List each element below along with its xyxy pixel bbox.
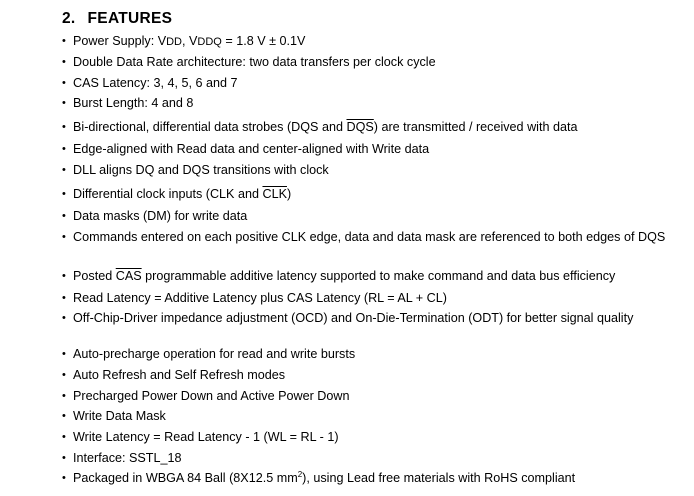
feature-item-data-masks bbox=[62, 209, 666, 224]
bullet-icon: • bbox=[62, 312, 66, 324]
bullet-icon: • bbox=[62, 452, 66, 464]
feature-item-write-data-mask bbox=[62, 409, 666, 424]
feature-text: Precharged Power Down and Active Power Down bbox=[73, 389, 350, 403]
feature-text bbox=[73, 471, 575, 485]
feature-text: Auto Refresh and Self Refresh modes bbox=[73, 368, 286, 382]
feature-item-interface bbox=[62, 451, 666, 466]
feature-item-edge-aligned bbox=[62, 142, 666, 157]
bullet-icon: • bbox=[62, 56, 66, 68]
feature-item-posted-cas bbox=[62, 269, 666, 284]
feature-text-part: Power Supply: V bbox=[73, 34, 167, 48]
feature-text-part: ) bbox=[286, 187, 292, 201]
vdd-subscript: DD bbox=[166, 36, 182, 48]
bullet-icon: • bbox=[62, 77, 66, 89]
feature-text: Commands entered on each positive CLK edge, data and data mask are referenced to both edges of DQS bbox=[73, 230, 666, 244]
feature-text: DLL aligns DQ and DQS transitions with clock bbox=[73, 163, 329, 177]
feature-item-ocd-odt bbox=[62, 311, 666, 326]
bullet-icon: • bbox=[62, 472, 66, 484]
feature-item-dll bbox=[62, 163, 666, 178]
feature-text bbox=[73, 120, 577, 134]
feature-text-part: ) are transmitted / received with data bbox=[373, 120, 578, 134]
feature-text-part: Bi-directional, differential data strobes (DQS and bbox=[73, 120, 347, 134]
feature-text: Write Data Mask bbox=[73, 409, 166, 423]
feature-item-read-latency bbox=[62, 291, 666, 306]
bullet-icon: • bbox=[62, 270, 66, 282]
feature-item-diff-clock bbox=[62, 187, 666, 202]
feature-text: Double Data Rate architecture: two data transfers per clock cycle bbox=[73, 55, 436, 69]
bullet-icon: • bbox=[62, 121, 66, 133]
feature-text: Interface: SSTL_18 bbox=[73, 451, 182, 465]
bullet-icon: • bbox=[62, 35, 66, 47]
feature-text-part: Posted bbox=[73, 269, 116, 283]
bullet-icon: • bbox=[62, 231, 66, 243]
bullet-icon: • bbox=[62, 210, 66, 222]
bullet-icon: • bbox=[62, 188, 66, 200]
feature-item-burst-length bbox=[62, 96, 666, 111]
feature-item-write-latency bbox=[62, 430, 666, 445]
feature-text: Auto-precharge operation for read and write bursts bbox=[73, 347, 356, 361]
feature-text: Write Latency = Read Latency - 1 (WL = RL - 1) bbox=[73, 430, 339, 444]
feature-text: Off-Chip-Driver impedance adjustment (OCD) and On-Die-Termination (ODT) for better signal quality bbox=[73, 311, 634, 325]
feature-text: Data masks (DM) for write data bbox=[73, 209, 248, 223]
bullet-icon: • bbox=[62, 431, 66, 443]
feature-item-auto-precharge bbox=[62, 347, 666, 362]
feature-text-part: = 1.8 V ± 0.1V bbox=[221, 34, 306, 48]
feature-item-power-down bbox=[62, 389, 666, 404]
bullet-icon: • bbox=[62, 390, 66, 402]
bullet-icon: • bbox=[62, 292, 66, 304]
vddq-subscript: DDQ bbox=[197, 36, 222, 48]
feature-text bbox=[73, 34, 305, 48]
feature-item-refresh bbox=[62, 368, 666, 383]
section-heading bbox=[62, 10, 172, 28]
section-number: 2. bbox=[62, 10, 76, 27]
feature-item-power-supply bbox=[62, 34, 666, 50]
feature-text-part: ), using Lead free materials with RoHS compliant bbox=[302, 471, 576, 485]
bullet-icon: • bbox=[62, 97, 66, 109]
feature-text-part: Packaged in WBGA 84 Ball (8X12.5 mm bbox=[73, 471, 298, 485]
feature-text bbox=[73, 269, 615, 283]
section-title: FEATURES bbox=[87, 10, 173, 27]
feature-text-part: programmable additive latency supported to make command and data bus efficiency bbox=[141, 269, 616, 283]
bullet-icon: • bbox=[62, 164, 66, 176]
clk-bar-signal: $\overline{CLK}$ bbox=[262, 187, 287, 201]
feature-item-package bbox=[62, 471, 666, 486]
feature-item-data-strobes bbox=[62, 120, 666, 135]
squared-superscript: 2 bbox=[297, 470, 303, 479]
bullet-icon: • bbox=[62, 369, 66, 381]
feature-text bbox=[73, 187, 291, 201]
bullet-icon: • bbox=[62, 143, 66, 155]
bullet-icon: • bbox=[62, 410, 66, 422]
dqs-bar-signal: $\overline{DQS}$ bbox=[346, 120, 374, 134]
feature-item-commands bbox=[62, 230, 666, 245]
bullet-icon: • bbox=[62, 348, 66, 360]
feature-text: Read Latency = Additive Latency plus CAS Latency (RL = AL + CL) bbox=[73, 291, 447, 305]
feature-text: CAS Latency: 3, 4, 5, 6 and 7 bbox=[73, 76, 238, 90]
feature-item-cas-latency bbox=[62, 76, 666, 91]
feature-text-part: , V bbox=[182, 34, 198, 48]
feature-text-part: Differential clock inputs (CLK and bbox=[73, 187, 263, 201]
feature-text: Edge-aligned with Read data and center-aligned with Write data bbox=[73, 142, 430, 156]
feature-text: Burst Length: 4 and 8 bbox=[73, 96, 194, 110]
cas-bar-signal: $\overline{CAS}$ bbox=[115, 269, 142, 283]
feature-item-ddr bbox=[62, 55, 666, 70]
